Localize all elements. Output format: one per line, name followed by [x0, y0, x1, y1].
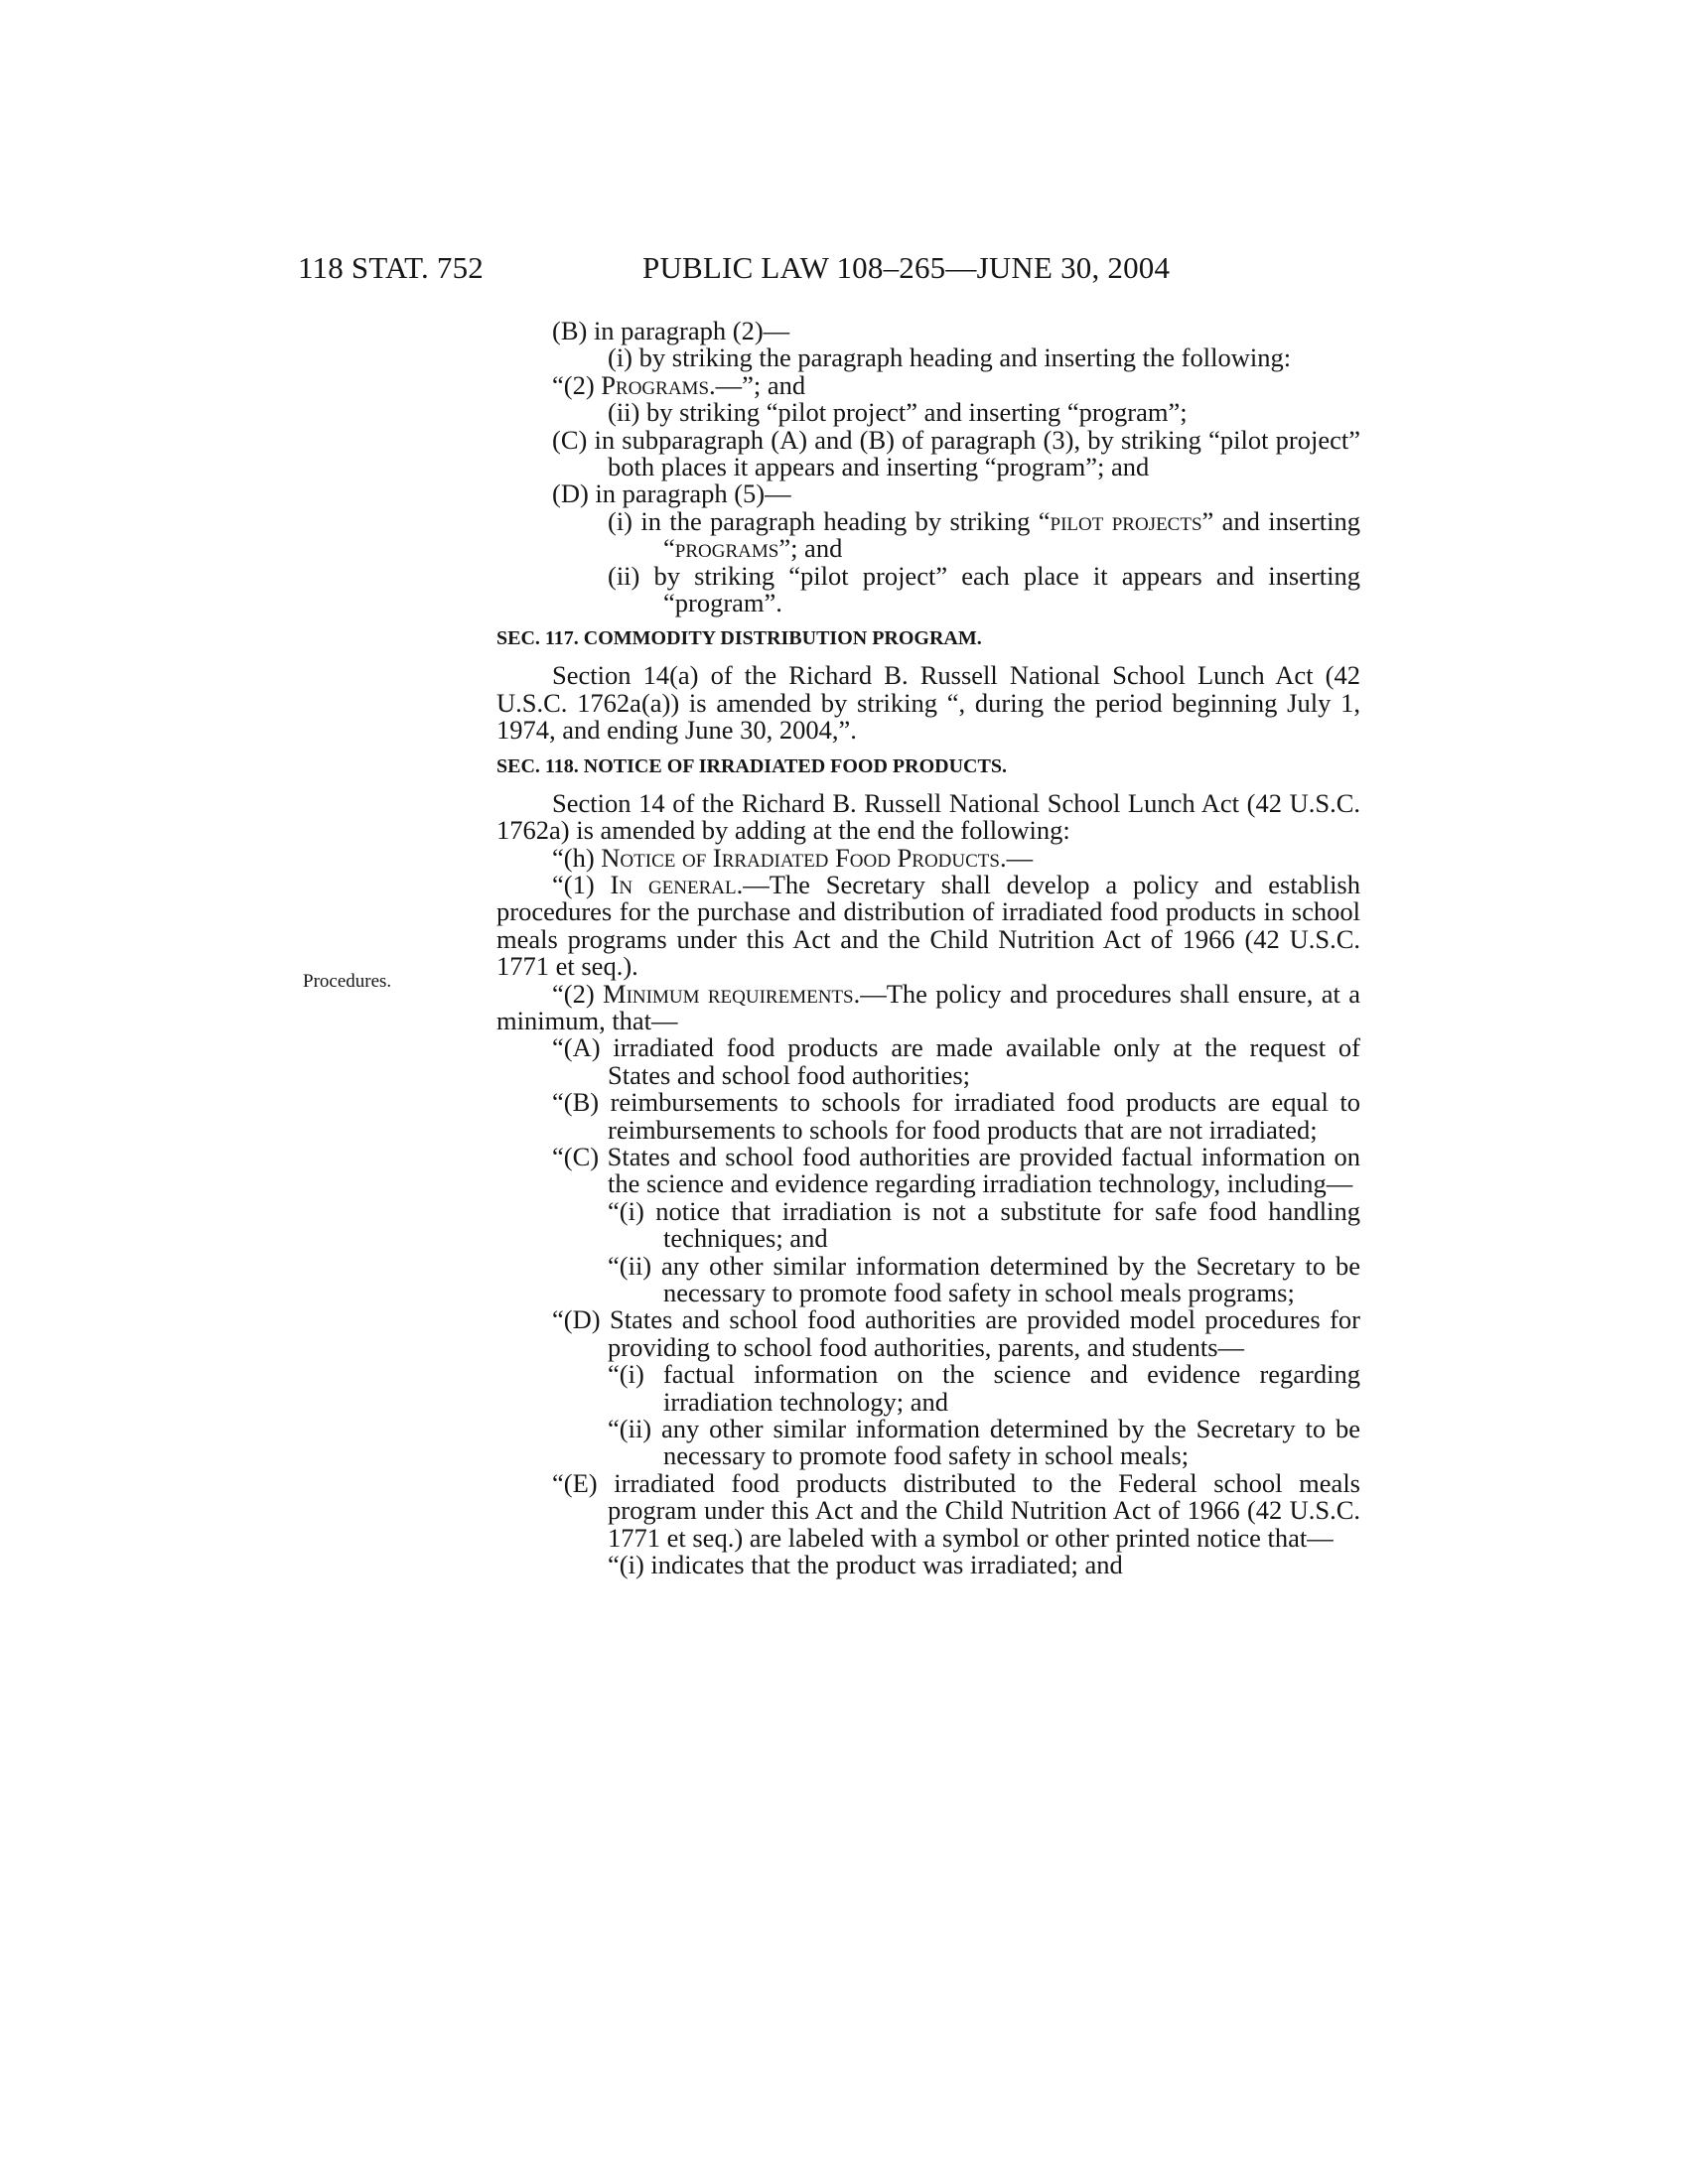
clause-d-ii: (ii) by striking “pilot project” each place it appears and inserting “program”.: [608, 560, 1360, 618]
section-117-heading: SEC. 117. COMMODITY DISTRIBUTION PROGRAM.: [496, 627, 982, 650]
margin-note: Procedures.: [303, 971, 392, 992]
section-118-heading: SEC. 118. NOTICE OF IRRADIATED FOOD PRODUCTS.: [496, 754, 1007, 777]
subsection-h-heading: “(h) Notice of Irradiated Food Products.—: [552, 842, 1034, 873]
paragraph-2: “(2) Minimum requirements.—The policy and procedures shall ensure, at a minimum, that—: [496, 978, 1361, 1035]
inserted-heading-programs: “(2) Programs.—”; and: [552, 369, 806, 400]
page-number: 118 STAT. 752: [298, 250, 484, 285]
clause-b-i: (i) by striking the paragraph heading and inserting the following:: [608, 342, 1292, 373]
subparagraph-b: “(B) reimbursements to schools for irradiated food products are equal to reimbursements to schools for food products that are not irradiated;: [552, 1087, 1360, 1145]
clause-d: (D) in paragraph (5)—: [552, 478, 791, 509]
clause-c: (C) in subparagraph (A) and (B) of paragraph (3), by striking “pilot project” both places it appears and inserting “program”; and: [552, 424, 1360, 482]
subparagraph-e-i: “(i) indicates that the product was irradiated; and: [608, 1550, 1123, 1580]
clause-d-i: (i) in the paragraph heading by striking “pilot projects” and inserting “programs”; and: [608, 505, 1360, 564]
subparagraph-c: “(C) States and school food authorities are provided factual information on the science and evidence regarding irradiation technology, including—: [552, 1141, 1360, 1199]
section-118-text: Section 14 of the Richard B. Russell National School Lunch Act (42 U.S.C. 1762a) is amended by adding at the end the following:: [496, 787, 1360, 846]
clause-b-ii: (ii) by striking “pilot project” and inserting “program”;: [608, 397, 1188, 428]
subparagraph-e: “(E) irradiated food products distributed to the Federal school meals program under this Act and the Child Nutrition Act of 1966 (42 U.S.C. 1771 et seq.) are labeled with a symbol or other printed notice that—: [552, 1467, 1360, 1553]
subparagraph-c-ii: “(ii) any other similar information determined by the Secretary to be necessary to promote food safety in school meals programs;: [608, 1250, 1360, 1307]
subparagraph-d-i: “(i) factual information on the science and evidence regarding irradiation technology; and: [608, 1359, 1360, 1417]
subparagraph-d-ii: “(ii) any other similar information determined by the Secretary to be necessary to promote food safety in school meals;: [608, 1414, 1360, 1471]
subparagraph-c-i: “(i) notice that irradiation is not a substitute for safe food handling techniques; and: [608, 1195, 1360, 1254]
paragraph-1: “(1) In general.—The Secretary shall develop a policy and establish procedures for the purchase and distribution of irradiated food products in school meals programs under this Act and the Child Nutrition Act of 1966 (42 U.S.C. 1771 et seq.).: [496, 869, 1360, 982]
clause-b: (B) in paragraph (2)—: [552, 316, 790, 345]
running-header: PUBLIC LAW 108–265—JUNE 30, 2004: [642, 250, 1171, 285]
subparagraph-a: “(A) irradiated food products are made available only at the request of States and school food authorities;: [552, 1032, 1360, 1090]
document-body: [496, 318, 1360, 1578]
subparagraph-d: “(D) States and school food authorities are provided model procedures for providing to school food authorities, parents, and students—: [552, 1304, 1360, 1362]
section-117-text: Section 14(a) of the Richard B. Russell National School Lunch Act (42 U.S.C. 1762a(a)) is amended by striking “, during the period beginning July 1, 1974, and ending June 30, 2004,”.: [496, 660, 1360, 746]
